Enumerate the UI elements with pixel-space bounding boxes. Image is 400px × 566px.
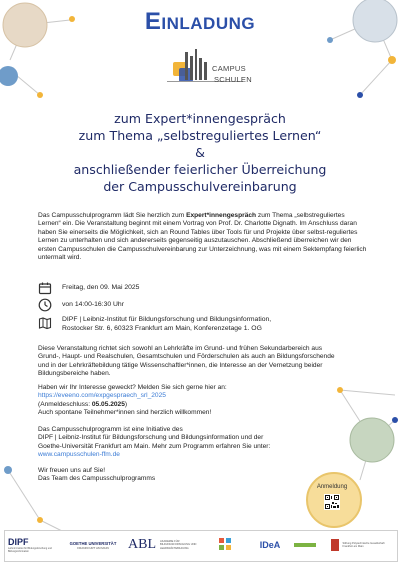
idea-logo xyxy=(250,532,290,558)
time-row xyxy=(38,298,124,312)
intro-text-2: zum Thema „selbstreguliertes Lernen“ ein. Die Veranstaltung beginnt mit einem Vortrag von Prof. Dr. Charlotte Dignath. Im Anschluss daran haben Sie einerseits die Möglichkeit, sich an Round Tables über Tools für und Projekte über selbst-reguliertes Lernen zu unterhalten und sich andererseits gegenseitig auszutauschen. Abschließend überreichen wir den ersten Campusschulen die Campusschulvereinbarung zur Unterzeichnung, was mit einem Sektempfang feierlich untermalt wird. xyxy=(38,212,367,262)
abl-name: ABL xyxy=(128,537,156,552)
logo-text-schulen: SCHULEN xyxy=(214,75,252,84)
date-row xyxy=(38,281,139,295)
dipf-subtitle: Leibniz-Institut für Bildungsforschung und Bildungsinformation xyxy=(8,547,52,553)
deadline-end: ) xyxy=(124,400,128,408)
location-row xyxy=(38,316,271,333)
partner-bar-icon xyxy=(294,540,316,550)
headline-line-1: zum Expert*innengespräch xyxy=(114,111,286,126)
program-link[interactable]: www.campusschulen-ffm.de xyxy=(38,451,120,459)
partner-logo-dots xyxy=(216,532,238,558)
intro-paragraph xyxy=(38,212,368,262)
stiftung-name: Stiftung Polytechnische Gesellschaft Frankfurt am Main xyxy=(342,541,385,548)
registration-note: Auch spontane Teilnehmer*innen sind herzlich willkommen! xyxy=(38,409,212,417)
idea-name: IDeA xyxy=(259,540,281,550)
abl-subtitle: AKADEMIE FÜR BILDUNGSFORSCHUNG UND LEHRKRÄFTEBILDUNG xyxy=(160,540,197,550)
headline-line-4: anschließender feierlicher Überreichung xyxy=(73,162,327,177)
closing-line-1: Wir freuen uns auf Sie! xyxy=(38,467,106,474)
headline-line-3: & xyxy=(195,145,205,160)
event-time: von 14:00-16:30 Uhr xyxy=(62,301,124,308)
deadline-date: 05.05.2025 xyxy=(91,400,125,408)
stiftung-emblem-icon xyxy=(330,538,340,552)
qr-code-icon[interactable] xyxy=(324,494,340,510)
intro-text-1: Das Campusschulprogramm lädt Sie herzlich zum xyxy=(38,212,187,219)
location-line-1: DIPF | Leibniz-Institut für Bildungsforschung und Bildungsinformation, xyxy=(62,316,272,323)
goethe-subtitle: FRANKFURT AM MAIN xyxy=(77,545,109,550)
event-location xyxy=(62,316,271,333)
registration-badge-label: Anmeldung xyxy=(316,484,348,490)
intro-text-bold: Expert*innengespräch xyxy=(186,212,257,219)
abl-logo xyxy=(128,532,200,558)
location-line-2: Rostocker Str. 6, 60323 Frankfurt am Main, Konferenzetage 1. OG xyxy=(62,324,262,332)
headline-line-5: der Campusschulvereinbarung xyxy=(103,179,297,194)
registration-deadline xyxy=(38,401,328,409)
audience-paragraph: Diese Veranstaltung richtet sich sowohl an Lehrkräfte im Grund- und frühen Sekundarbereich aus Grund-, Haupt- und Realschulen, Gesamtschulen und Förderschulen als auch an Bildungsforschende und in der Lehrkräftebildung tätige Wissenschaftler*innen, die Interesse an der Vernetzung beider Bildungsbereiche haben. xyxy=(38,345,335,378)
partner-logo-bar xyxy=(292,532,318,558)
initiative-line-3: Goethe-Universität Frankfurt am Main. Mehr zum Programm erfahren Sie unter: xyxy=(38,442,271,450)
page-title: Einladung xyxy=(144,8,256,35)
event-headline xyxy=(0,110,400,195)
registration-block xyxy=(38,384,328,418)
deadline-label: (Anmeldeschluss: xyxy=(38,400,92,408)
headline-line-2: zum Thema „selbstreguliertes Lernen“ xyxy=(78,128,322,143)
event-date: Freitag, den 09. Mai 2025 xyxy=(62,284,140,291)
goethe-name: GOETHE UNIVERSITÄT xyxy=(69,540,117,546)
initiative-block xyxy=(38,426,328,460)
dipf-logo xyxy=(8,532,58,558)
dipf-name: DIPF xyxy=(8,537,29,547)
goethe-logo xyxy=(64,532,122,558)
registration-prompt: Haben wir Ihr Interesse geweckt? Melden Sie sich gerne hier an: xyxy=(38,384,227,391)
calendar-icon xyxy=(38,281,52,295)
closing-line-2: Das Team des Campusschulprogramms xyxy=(38,475,156,483)
clock-icon xyxy=(38,298,52,312)
closing-block xyxy=(38,467,238,484)
stiftung-logo xyxy=(328,532,392,558)
registration-link[interactable]: https://eveeno.com/expgespraech_srl_2025 xyxy=(38,392,166,400)
map-icon xyxy=(38,316,52,330)
initiative-line-1: Das Campusschulprogramm ist eine Initiative des xyxy=(38,426,183,433)
logo-text-campus: CAMPUS xyxy=(212,64,246,73)
initiative-line-2: DIPF | Leibniz-Institut für Bildungsforschung und Bildungsinformation und der xyxy=(38,434,264,442)
